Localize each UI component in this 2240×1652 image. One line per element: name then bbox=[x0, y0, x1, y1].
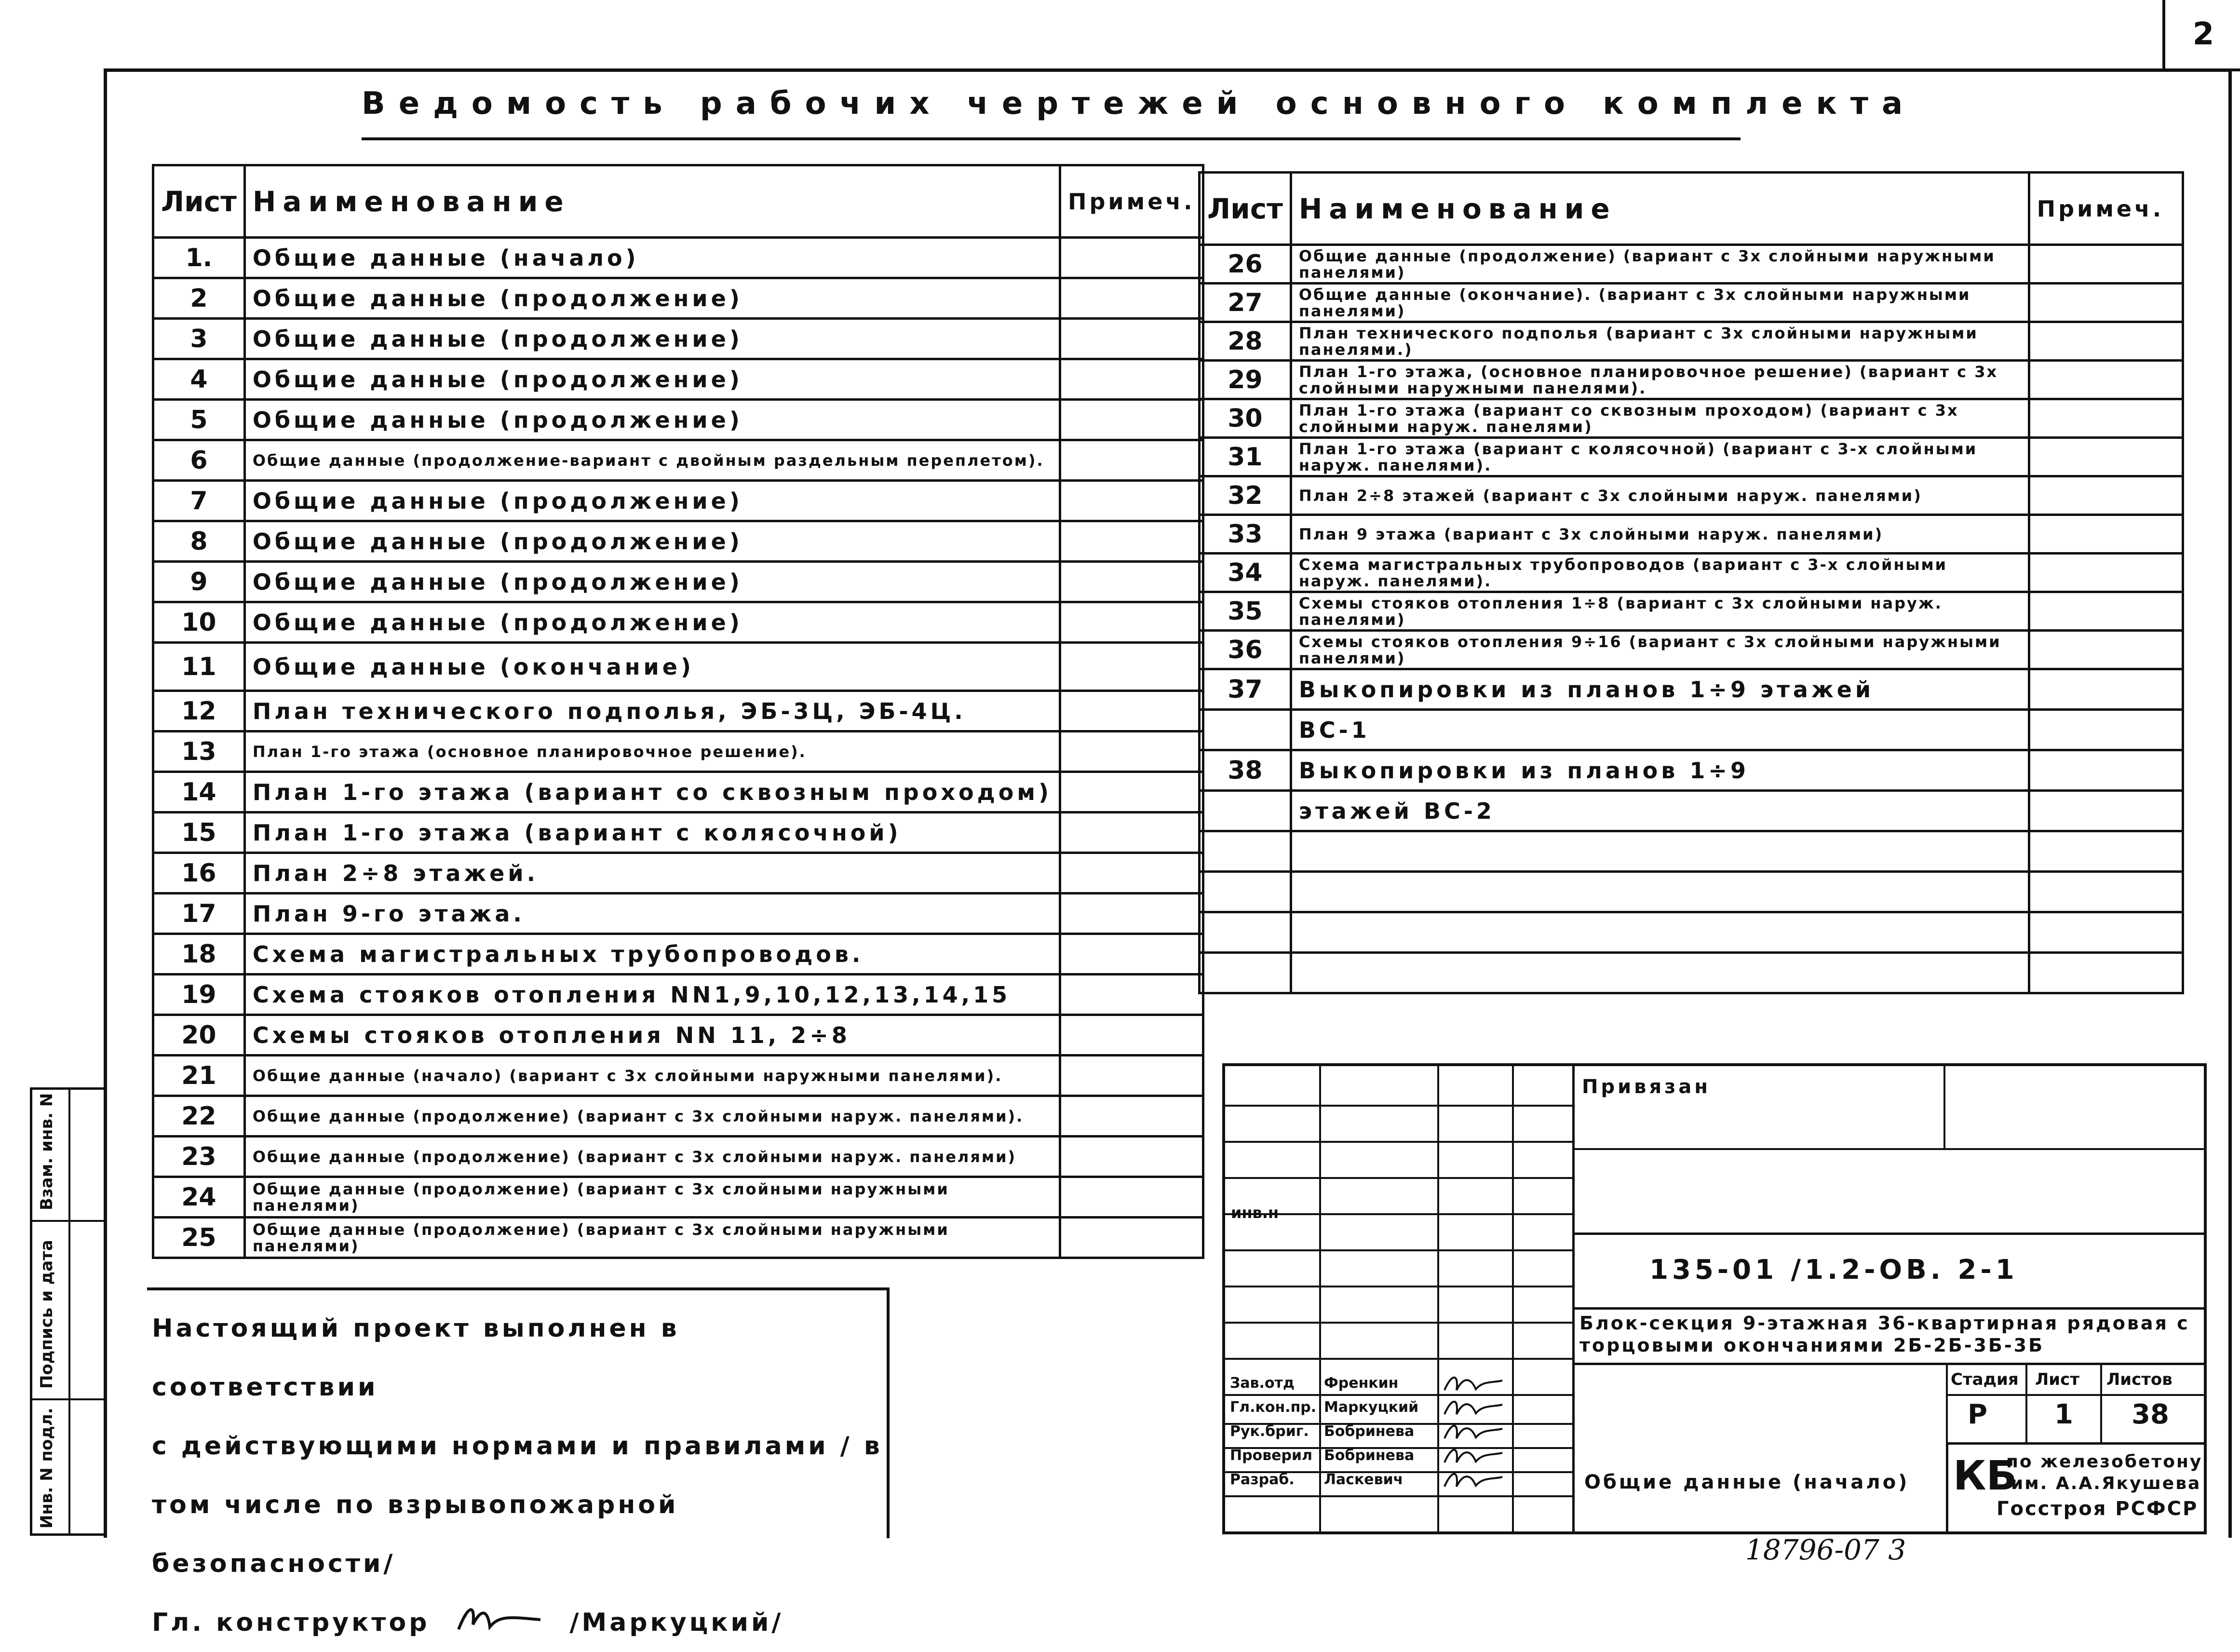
sheet-name: Схемы стояков отопления 9÷16 (вариант с 3х слойными наружными панелями) bbox=[1291, 631, 2029, 669]
sheet-name: План 1-го этажа (основное планировочное решение). bbox=[244, 731, 1060, 772]
sheet-name bbox=[1291, 953, 2029, 993]
sheet-number: 23 bbox=[153, 1137, 245, 1177]
sheet-note bbox=[1060, 481, 1203, 521]
handwritten-signature bbox=[1442, 1419, 1505, 1445]
sheet-name: Общие данные (продолжение) bbox=[244, 319, 1060, 359]
sheet-number: 27 bbox=[1200, 284, 1291, 322]
sheet-note bbox=[1060, 1096, 1203, 1137]
table-row bbox=[1200, 872, 2183, 912]
sheet-note bbox=[1060, 1056, 1203, 1096]
sheet-label: Лист bbox=[2035, 1370, 2079, 1389]
table-row bbox=[153, 319, 1203, 359]
sheet-number: 31 bbox=[1200, 438, 1291, 476]
sheet-number: 12 bbox=[153, 691, 245, 731]
sheet-name: Схема стояков отопления NN1,9,10,12,13,14,15 bbox=[244, 975, 1060, 1015]
table-row bbox=[1200, 631, 2183, 669]
table-row bbox=[153, 400, 1203, 440]
table-row bbox=[153, 521, 1203, 562]
org-logo: КБ bbox=[1953, 1452, 2017, 1499]
sheet-name: Общие данные (продолжение-вариант с двойным раздельным переплетом). bbox=[244, 440, 1060, 481]
sheet-note bbox=[1060, 975, 1203, 1015]
sheet-name: План 9 этажа (вариант с 3х слойными наруж. панелями) bbox=[1291, 515, 2029, 554]
sheet-note bbox=[2029, 515, 2183, 554]
role-label: Разраб. bbox=[1230, 1471, 1295, 1488]
sheet-name: Схемы стояков отопления 1÷8 (вариант с 3х слойными наруж. панелями) bbox=[1291, 592, 2029, 631]
sheet-number: 8 bbox=[153, 521, 245, 562]
table-row bbox=[153, 643, 1203, 691]
table-row bbox=[153, 1015, 1203, 1056]
sheet-note bbox=[1060, 812, 1203, 853]
table-row bbox=[153, 278, 1203, 319]
role-name: Ласкевич bbox=[1324, 1471, 1403, 1488]
statement-line-3: том числе по взрывопожарной безопасности/ bbox=[152, 1490, 679, 1578]
sheet-note bbox=[1060, 1177, 1203, 1218]
sheet-number: 6 bbox=[153, 440, 245, 481]
table-row bbox=[1200, 438, 2183, 476]
sheet-number: 18 bbox=[153, 934, 245, 975]
sheet-name: Общие данные (окончание). (вариант с 3х слойными наружными панелями) bbox=[1291, 284, 2029, 322]
sheet-note bbox=[2029, 872, 2183, 912]
sheet-note bbox=[1060, 400, 1203, 440]
sheet-number: 34 bbox=[1200, 554, 1291, 592]
handwritten-signature bbox=[454, 1593, 545, 1652]
header-note-right: Примеч. bbox=[2029, 173, 2183, 245]
sheet-note bbox=[1060, 643, 1203, 691]
table-row bbox=[153, 562, 1203, 602]
sheet-number: 26 bbox=[1200, 245, 1291, 284]
sheet-number: 29 bbox=[1200, 361, 1291, 399]
drawings-list-right bbox=[1198, 171, 2184, 994]
sheet-note bbox=[1060, 1218, 1203, 1258]
sheet-name: Общие данные (продолжение) (вариант с 3х слойными наружными панелями) bbox=[244, 1218, 1060, 1258]
sheet-name: Общие данные (окончание) bbox=[244, 643, 1060, 691]
sheet-number: 13 bbox=[153, 731, 245, 772]
sheet-name: Общие данные (продолжение) bbox=[244, 278, 1060, 319]
sheet-note bbox=[1060, 894, 1203, 934]
sheet-number: 28 bbox=[1200, 322, 1291, 361]
sheet-name: Общие данные (продолжение) bbox=[244, 602, 1060, 643]
sheet-name: Общие данные (продолжение) bbox=[244, 521, 1060, 562]
sheet-name: Общие данные (продолжение) (вариант с 3х слойными наруж. панелями) bbox=[244, 1137, 1060, 1177]
statement-line-1: Настоящий проект выполнен в соответствии bbox=[152, 1314, 680, 1402]
role-name: Бобринева bbox=[1324, 1447, 1415, 1464]
sheet-name: Общие данные (продолжение) (вариант с 3х слойными наружными панелями) bbox=[1291, 245, 2029, 284]
sheet-name: Общие данные (начало) (вариант с 3х слойными наружными панелями). bbox=[244, 1056, 1060, 1096]
table-row bbox=[1200, 476, 2183, 515]
sheet-number bbox=[1200, 710, 1291, 750]
sheet-note bbox=[2029, 399, 2183, 438]
role-label: Зав.отд bbox=[1230, 1375, 1295, 1392]
table-row bbox=[153, 772, 1203, 812]
sheet-name: Общие данные (продолжение) (вариант с 3х слойными наруж. панелями). bbox=[244, 1096, 1060, 1137]
stage-value: Р bbox=[1968, 1399, 1988, 1430]
sheet-number: 14 bbox=[153, 772, 245, 812]
sheet-number bbox=[1200, 831, 1291, 872]
sheet-name: Общие данные (продолжение) (вариант с 3х слойными наружными панелями) bbox=[244, 1177, 1060, 1218]
sheet-number: 36 bbox=[1200, 631, 1291, 669]
sheet-number: 32 bbox=[1200, 476, 1291, 515]
sheet-name: Общие данные (начало) bbox=[244, 238, 1060, 278]
sheet-note bbox=[1060, 602, 1203, 643]
role-name: Маркуцкий bbox=[1324, 1399, 1419, 1416]
table-row bbox=[1200, 399, 2183, 438]
sheet-name: Схема магистральных трубопроводов (вариант с 3-х слойными наруж. панелями). bbox=[1291, 554, 2029, 592]
chief-label: Гл. конструктор bbox=[152, 1608, 430, 1637]
title-block bbox=[1222, 1063, 2207, 1534]
table-row bbox=[1200, 750, 2183, 791]
table-row bbox=[1200, 710, 2183, 750]
role-label: Проверил bbox=[1230, 1447, 1312, 1464]
sheet-name: Выкопировки из планов 1÷9 этажей bbox=[1291, 669, 2029, 710]
sheet-number: 33 bbox=[1200, 515, 1291, 554]
table-row bbox=[153, 1137, 1203, 1177]
sheet-name: План 9-го этажа. bbox=[244, 894, 1060, 934]
table-row bbox=[1200, 831, 2183, 872]
handwritten-signature bbox=[1442, 1395, 1505, 1421]
footer-number: 18796-07 3 bbox=[1745, 1533, 1906, 1566]
table-row bbox=[1200, 669, 2183, 710]
sheet-name: План 2÷8 этажей (вариант с 3х слойными наруж. панелями) bbox=[1291, 476, 2029, 515]
stage-label: Стадия bbox=[1951, 1370, 2019, 1389]
header-note: Примеч. bbox=[1060, 165, 1203, 238]
sheet-note bbox=[1060, 238, 1203, 278]
header-sheet-right: Лист bbox=[1200, 173, 1291, 245]
table-row bbox=[153, 934, 1203, 975]
sheet-note bbox=[2029, 554, 2183, 592]
sheet-number: 24 bbox=[153, 1177, 245, 1218]
table-row bbox=[153, 1056, 1203, 1096]
org-line-3: Госстроя РСФСР bbox=[1997, 1498, 2199, 1520]
header-name: Наименование bbox=[244, 165, 1060, 238]
sheet-note bbox=[2029, 592, 2183, 631]
sheet-note bbox=[1060, 1137, 1203, 1177]
sheet-name: Схема магистральных трубопроводов. bbox=[244, 934, 1060, 975]
role-name: Бобринева bbox=[1324, 1423, 1415, 1440]
sheet-number bbox=[1200, 872, 1291, 912]
table-row bbox=[1200, 554, 2183, 592]
sheet-number: 5 bbox=[153, 400, 245, 440]
sheet-name: этажей ВС-2 bbox=[1291, 791, 2029, 831]
inv-label: инв.н bbox=[1231, 1204, 1279, 1222]
table-row bbox=[153, 1218, 1203, 1258]
inv-original-label: Инв. N подл. bbox=[37, 1408, 56, 1529]
sheet-note bbox=[1060, 1015, 1203, 1056]
table-row bbox=[1200, 245, 2183, 284]
sheet-note bbox=[1060, 772, 1203, 812]
sheet-number: 37 bbox=[1200, 669, 1291, 710]
replace-inv-label: Взам. инв. N bbox=[37, 1093, 56, 1210]
page-number: 2 bbox=[2162, 0, 2240, 71]
sheet-number: 1. bbox=[153, 238, 245, 278]
table-row bbox=[1200, 912, 2183, 953]
sheet-note bbox=[2029, 284, 2183, 322]
privyazan-label: Привязан bbox=[1582, 1076, 1711, 1098]
table-row bbox=[153, 440, 1203, 481]
role-label: Рук.бриг. bbox=[1230, 1423, 1309, 1440]
role-label: Гл.кон.пр. bbox=[1230, 1399, 1317, 1416]
sheet-note bbox=[2029, 953, 2183, 993]
sheet-name bbox=[1291, 872, 2029, 912]
table-row bbox=[153, 481, 1203, 521]
table-row bbox=[153, 894, 1203, 934]
sheet-note bbox=[1060, 934, 1203, 975]
sheet-name: План 1-го этажа (вариант со сквозным проходом) (вариант с 3х слойными наруж. панелями) bbox=[1291, 399, 2029, 438]
table-row bbox=[153, 359, 1203, 400]
statement-line-2: с действующими нормами и правилами / в bbox=[152, 1432, 883, 1461]
sheet-note bbox=[2029, 791, 2183, 831]
sign-date-label: Подпись и дата bbox=[37, 1240, 56, 1389]
table-row bbox=[153, 691, 1203, 731]
sheets-label: Листов bbox=[2106, 1370, 2173, 1389]
page-title: Ведомость рабочих чертежей основного комплекта bbox=[362, 70, 1741, 140]
sheet-number: 21 bbox=[153, 1056, 245, 1096]
sheet-number: 35 bbox=[1200, 592, 1291, 631]
sheet-note bbox=[1060, 359, 1203, 400]
sheet-number: 25 bbox=[153, 1218, 245, 1258]
sheet-note bbox=[1060, 278, 1203, 319]
sheet-number: 4 bbox=[153, 359, 245, 400]
table-row bbox=[1200, 284, 2183, 322]
handwritten-signature bbox=[1442, 1371, 1505, 1397]
sheet-number: 2 bbox=[153, 278, 245, 319]
sheet-title: Общие данные (начало) bbox=[1584, 1471, 1910, 1493]
table-row bbox=[1200, 515, 2183, 554]
table-row bbox=[153, 853, 1203, 894]
sheet-number: 7 bbox=[153, 481, 245, 521]
sheet-name: Общие данные (продолжение) bbox=[244, 562, 1060, 602]
sheet-name: План 1-го этажа (вариант с колясочной) (вариант с 3-х слойными наруж. панелями). bbox=[1291, 438, 2029, 476]
sheet-note bbox=[2029, 710, 2183, 750]
sheet-note bbox=[2029, 831, 2183, 872]
org-line-2: им. А.А.Якушева bbox=[2011, 1474, 2201, 1493]
sheet-note bbox=[2029, 476, 2183, 515]
sheet-number: 15 bbox=[153, 812, 245, 853]
table-row bbox=[153, 812, 1203, 853]
sheet-name: Общие данные (продолжение) bbox=[244, 481, 1060, 521]
sheet-value: 1 bbox=[2054, 1399, 2073, 1430]
table-row bbox=[1200, 592, 2183, 631]
table-row bbox=[153, 975, 1203, 1015]
chief-name: /Маркуцкий/ bbox=[569, 1608, 784, 1637]
header-name-right: Наименование bbox=[1291, 173, 2029, 245]
handwritten-signature bbox=[1442, 1467, 1505, 1493]
sheet-number: 9 bbox=[153, 562, 245, 602]
sheet-name: Выкопировки из планов 1÷9 bbox=[1291, 750, 2029, 791]
drawings-list-left bbox=[152, 164, 1204, 1259]
sheet-name: План 1-го этажа (вариант с колясочной) bbox=[244, 812, 1060, 853]
sheet-name: План 2÷8 этажей. bbox=[244, 853, 1060, 894]
sheet-note bbox=[1060, 691, 1203, 731]
table-row bbox=[1200, 361, 2183, 399]
sheet-number: 16 bbox=[153, 853, 245, 894]
project-description: Блок-секция 9-этажная 36-квартирная рядовая с торцовыми окончаниями 2Б-2Б-3Б-3Б bbox=[1579, 1313, 2190, 1356]
sheet-number: 17 bbox=[153, 894, 245, 934]
sheet-note bbox=[1060, 731, 1203, 772]
table-row bbox=[153, 1177, 1203, 1218]
sheet-number bbox=[1200, 791, 1291, 831]
sheet-number bbox=[1200, 912, 1291, 953]
table-row bbox=[1200, 791, 2183, 831]
sheet-number: 19 bbox=[153, 975, 245, 1015]
sheet-name: Схемы стояков отопления NN 11, 2÷8 bbox=[244, 1015, 1060, 1056]
sheet-name: Общие данные (продолжение) bbox=[244, 359, 1060, 400]
sheet-note bbox=[2029, 322, 2183, 361]
sheet-name: План 1-го этажа (вариант со сквозным проходом) bbox=[244, 772, 1060, 812]
sheet-number: 38 bbox=[1200, 750, 1291, 791]
table-row bbox=[153, 731, 1203, 772]
sheet-number: 30 bbox=[1200, 399, 1291, 438]
sheets-value: 38 bbox=[2132, 1399, 2169, 1430]
sheet-name: ВС-1 bbox=[1291, 710, 2029, 750]
sheet-name bbox=[1291, 912, 2029, 953]
sheet-name: План 1-го этажа, (основное планировочное решение) (вариант с 3х слойными наружными панелями). bbox=[1291, 361, 2029, 399]
sheet-number: 22 bbox=[153, 1096, 245, 1137]
sheet-number: 10 bbox=[153, 602, 245, 643]
sheet-note bbox=[1060, 440, 1203, 481]
table-row bbox=[1200, 322, 2183, 361]
sheet-name: Общие данные (продолжение) bbox=[244, 400, 1060, 440]
sheet-note bbox=[2029, 669, 2183, 710]
role-name: Френкин bbox=[1324, 1375, 1399, 1392]
table-row bbox=[153, 238, 1203, 278]
sheet-note bbox=[1060, 521, 1203, 562]
header-sheet: Лист bbox=[153, 165, 245, 238]
sheet-note bbox=[1060, 562, 1203, 602]
sheet-name: План технического подполья, ЭБ-3Ц, ЭБ-4Ц. bbox=[244, 691, 1060, 731]
table-row bbox=[153, 602, 1203, 643]
sheet-number bbox=[1200, 953, 1291, 993]
sheet-note bbox=[1060, 319, 1203, 359]
sheet-note bbox=[2029, 361, 2183, 399]
sheet-name: План технического подполья (вариант с 3х слойными наружными панелями.) bbox=[1291, 322, 2029, 361]
sheet-note bbox=[2029, 438, 2183, 476]
org-line-1: по железобетону bbox=[2006, 1452, 2203, 1472]
sheet-note bbox=[1060, 853, 1203, 894]
sheet-number: 11 bbox=[153, 643, 245, 691]
sheet-note bbox=[2029, 912, 2183, 953]
drawing-code: 135-01 /1.2-ОВ. 2-1 bbox=[1649, 1254, 2018, 1286]
sheet-number: 20 bbox=[153, 1015, 245, 1056]
side-strip bbox=[30, 1087, 107, 1536]
sheet-note bbox=[2029, 631, 2183, 669]
chief-signature-line bbox=[152, 1593, 887, 1652]
sheet-number: 3 bbox=[153, 319, 245, 359]
table-row bbox=[153, 1096, 1203, 1137]
sheet-name bbox=[1291, 831, 2029, 872]
sheet-note bbox=[2029, 750, 2183, 791]
sheet-note bbox=[2029, 245, 2183, 284]
compliance-statement bbox=[147, 1287, 890, 1637]
handwritten-signature bbox=[1442, 1443, 1505, 1469]
table-row bbox=[1200, 953, 2183, 993]
